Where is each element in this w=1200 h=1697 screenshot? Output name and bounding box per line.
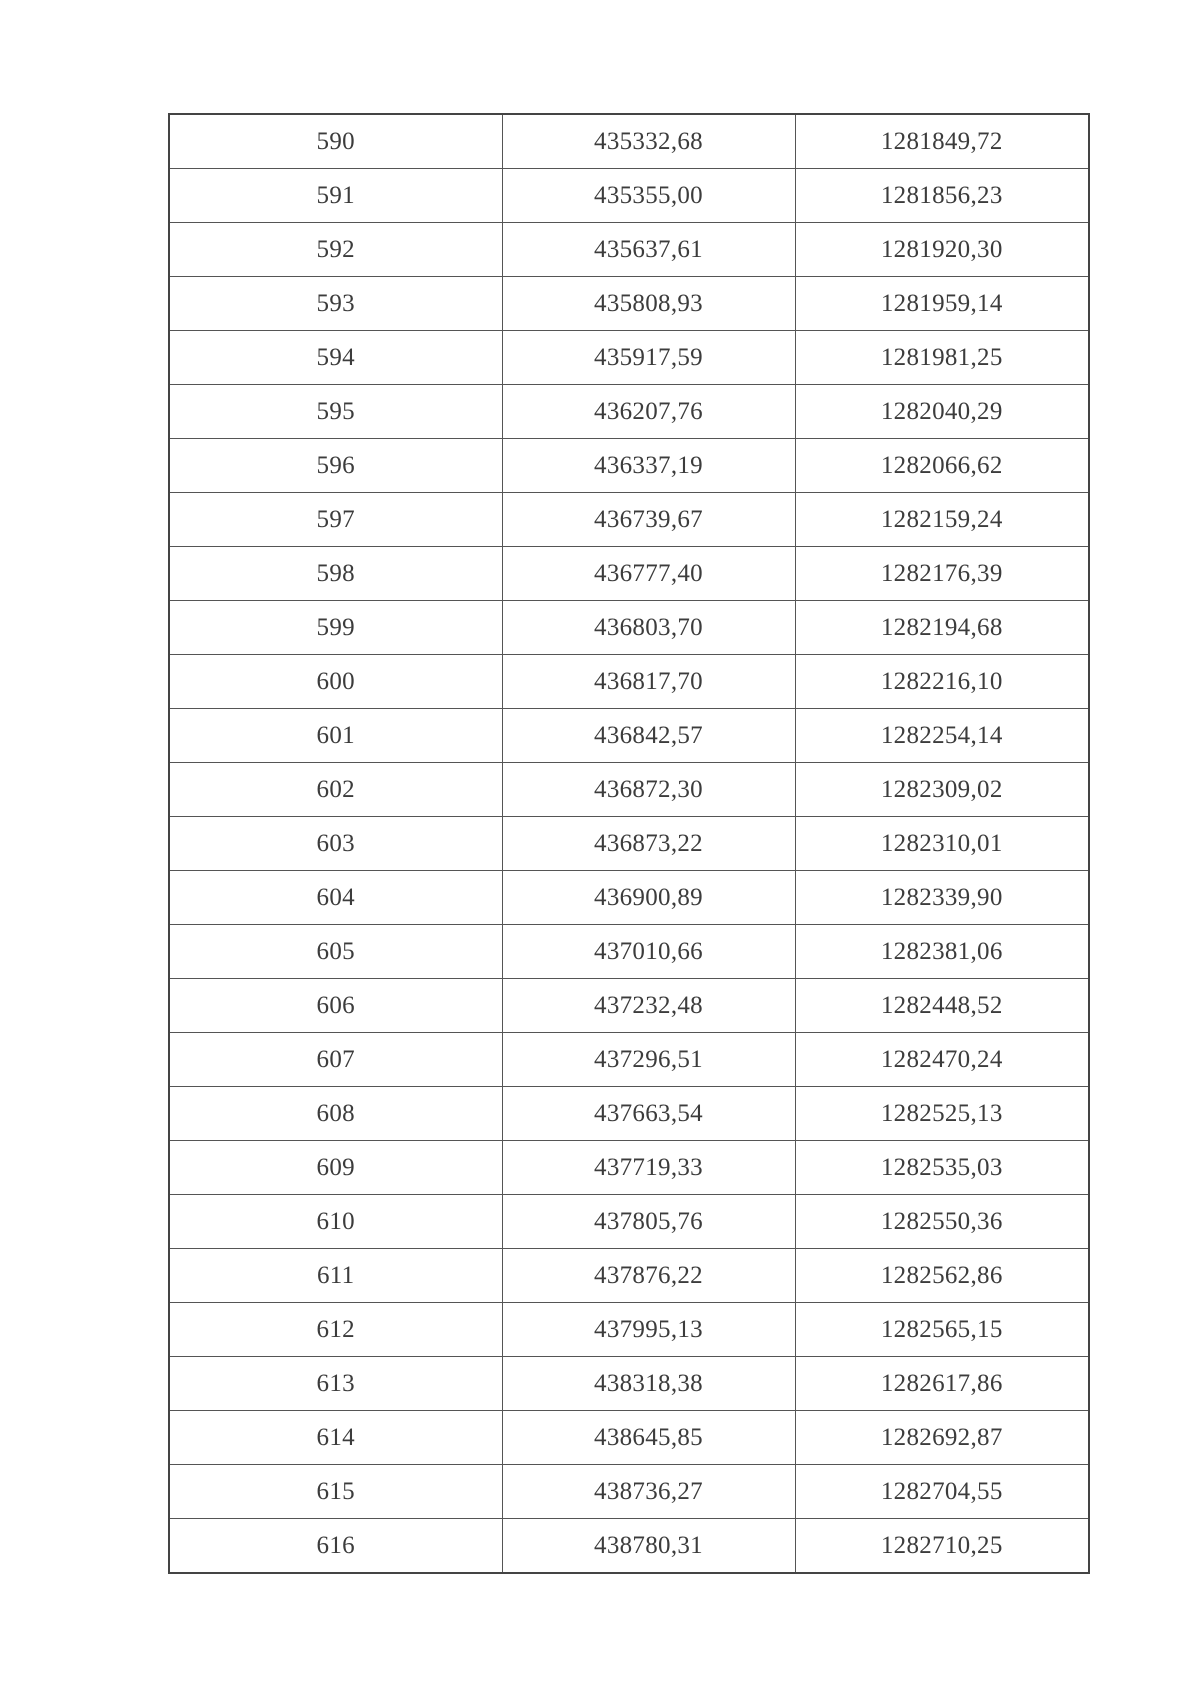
point-number-cell: 616	[169, 1519, 502, 1574]
y-coordinate-cell: 1282470,24	[795, 1033, 1089, 1087]
x-coordinate-cell: 437719,33	[502, 1141, 795, 1195]
y-coordinate-cell: 1282254,14	[795, 709, 1089, 763]
table-row	[169, 1357, 1089, 1411]
y-coordinate-cell: 1281856,23	[795, 169, 1089, 223]
table-row	[169, 493, 1089, 547]
x-coordinate-cell: 435332,68	[502, 114, 795, 169]
x-coordinate-cell: 436900,89	[502, 871, 795, 925]
y-coordinate-cell: 1282216,10	[795, 655, 1089, 709]
point-number-cell: 601	[169, 709, 502, 763]
table-row	[169, 439, 1089, 493]
point-number-cell: 599	[169, 601, 502, 655]
point-number-cell: 607	[169, 1033, 502, 1087]
coordinates-table	[168, 113, 1090, 1574]
point-number-cell: 592	[169, 223, 502, 277]
x-coordinate-cell: 437232,48	[502, 979, 795, 1033]
x-coordinate-cell: 438736,27	[502, 1465, 795, 1519]
x-coordinate-cell: 437876,22	[502, 1249, 795, 1303]
x-coordinate-cell: 437805,76	[502, 1195, 795, 1249]
y-coordinate-cell: 1281959,14	[795, 277, 1089, 331]
table-row	[169, 1519, 1089, 1574]
y-coordinate-cell: 1282448,52	[795, 979, 1089, 1033]
x-coordinate-cell: 436842,57	[502, 709, 795, 763]
table-row	[169, 1141, 1089, 1195]
y-coordinate-cell: 1281981,25	[795, 331, 1089, 385]
x-coordinate-cell: 438645,85	[502, 1411, 795, 1465]
point-number-cell: 597	[169, 493, 502, 547]
table-row	[169, 709, 1089, 763]
x-coordinate-cell: 436777,40	[502, 547, 795, 601]
table-row	[169, 223, 1089, 277]
x-coordinate-cell: 437010,66	[502, 925, 795, 979]
table-row	[169, 114, 1089, 169]
y-coordinate-cell: 1282176,39	[795, 547, 1089, 601]
point-number-cell: 603	[169, 817, 502, 871]
y-coordinate-cell: 1282710,25	[795, 1519, 1089, 1574]
y-coordinate-cell: 1282550,36	[795, 1195, 1089, 1249]
point-number-cell: 613	[169, 1357, 502, 1411]
y-coordinate-cell: 1282339,90	[795, 871, 1089, 925]
x-coordinate-cell: 435917,59	[502, 331, 795, 385]
table-row	[169, 1195, 1089, 1249]
table-row	[169, 1303, 1089, 1357]
point-number-cell: 590	[169, 114, 502, 169]
point-number-cell: 595	[169, 385, 502, 439]
y-coordinate-cell: 1282562,86	[795, 1249, 1089, 1303]
table-row	[169, 925, 1089, 979]
y-coordinate-cell: 1282040,29	[795, 385, 1089, 439]
point-number-cell: 598	[169, 547, 502, 601]
point-number-cell: 593	[169, 277, 502, 331]
x-coordinate-cell: 436817,70	[502, 655, 795, 709]
y-coordinate-cell: 1282066,62	[795, 439, 1089, 493]
x-coordinate-cell: 436803,70	[502, 601, 795, 655]
y-coordinate-cell: 1282704,55	[795, 1465, 1089, 1519]
y-coordinate-cell: 1282194,68	[795, 601, 1089, 655]
y-coordinate-cell: 1282310,01	[795, 817, 1089, 871]
y-coordinate-cell: 1282692,87	[795, 1411, 1089, 1465]
coordinates-table-body	[169, 114, 1089, 1573]
table-row	[169, 547, 1089, 601]
table-row	[169, 1249, 1089, 1303]
x-coordinate-cell: 437296,51	[502, 1033, 795, 1087]
table-row	[169, 169, 1089, 223]
x-coordinate-cell: 438780,31	[502, 1519, 795, 1574]
x-coordinate-cell: 436739,67	[502, 493, 795, 547]
x-coordinate-cell: 437995,13	[502, 1303, 795, 1357]
x-coordinate-cell: 435808,93	[502, 277, 795, 331]
table-row	[169, 1465, 1089, 1519]
point-number-cell: 609	[169, 1141, 502, 1195]
x-coordinate-cell: 438318,38	[502, 1357, 795, 1411]
y-coordinate-cell: 1282535,03	[795, 1141, 1089, 1195]
point-number-cell: 614	[169, 1411, 502, 1465]
point-number-cell: 591	[169, 169, 502, 223]
point-number-cell: 612	[169, 1303, 502, 1357]
point-number-cell: 610	[169, 1195, 502, 1249]
table-row	[169, 1411, 1089, 1465]
table-row	[169, 817, 1089, 871]
x-coordinate-cell: 436337,19	[502, 439, 795, 493]
table-row	[169, 1033, 1089, 1087]
table-row	[169, 979, 1089, 1033]
y-coordinate-cell: 1282381,06	[795, 925, 1089, 979]
y-coordinate-cell: 1282309,02	[795, 763, 1089, 817]
y-coordinate-cell: 1282159,24	[795, 493, 1089, 547]
y-coordinate-cell: 1282565,15	[795, 1303, 1089, 1357]
x-coordinate-cell: 435637,61	[502, 223, 795, 277]
y-coordinate-cell: 1282525,13	[795, 1087, 1089, 1141]
point-number-cell: 600	[169, 655, 502, 709]
point-number-cell: 608	[169, 1087, 502, 1141]
point-number-cell: 596	[169, 439, 502, 493]
y-coordinate-cell: 1282617,86	[795, 1357, 1089, 1411]
x-coordinate-cell: 436873,22	[502, 817, 795, 871]
table-row	[169, 277, 1089, 331]
point-number-cell: 611	[169, 1249, 502, 1303]
point-number-cell: 615	[169, 1465, 502, 1519]
point-number-cell: 602	[169, 763, 502, 817]
point-number-cell: 605	[169, 925, 502, 979]
y-coordinate-cell: 1281849,72	[795, 114, 1089, 169]
y-coordinate-cell: 1281920,30	[795, 223, 1089, 277]
table-row	[169, 763, 1089, 817]
x-coordinate-cell: 435355,00	[502, 169, 795, 223]
point-number-cell: 594	[169, 331, 502, 385]
table-row	[169, 331, 1089, 385]
point-number-cell: 604	[169, 871, 502, 925]
x-coordinate-cell: 437663,54	[502, 1087, 795, 1141]
point-number-cell: 606	[169, 979, 502, 1033]
table-row	[169, 601, 1089, 655]
table-row	[169, 1087, 1089, 1141]
table-row	[169, 655, 1089, 709]
table-row	[169, 871, 1089, 925]
x-coordinate-cell: 436872,30	[502, 763, 795, 817]
table-row	[169, 385, 1089, 439]
x-coordinate-cell: 436207,76	[502, 385, 795, 439]
